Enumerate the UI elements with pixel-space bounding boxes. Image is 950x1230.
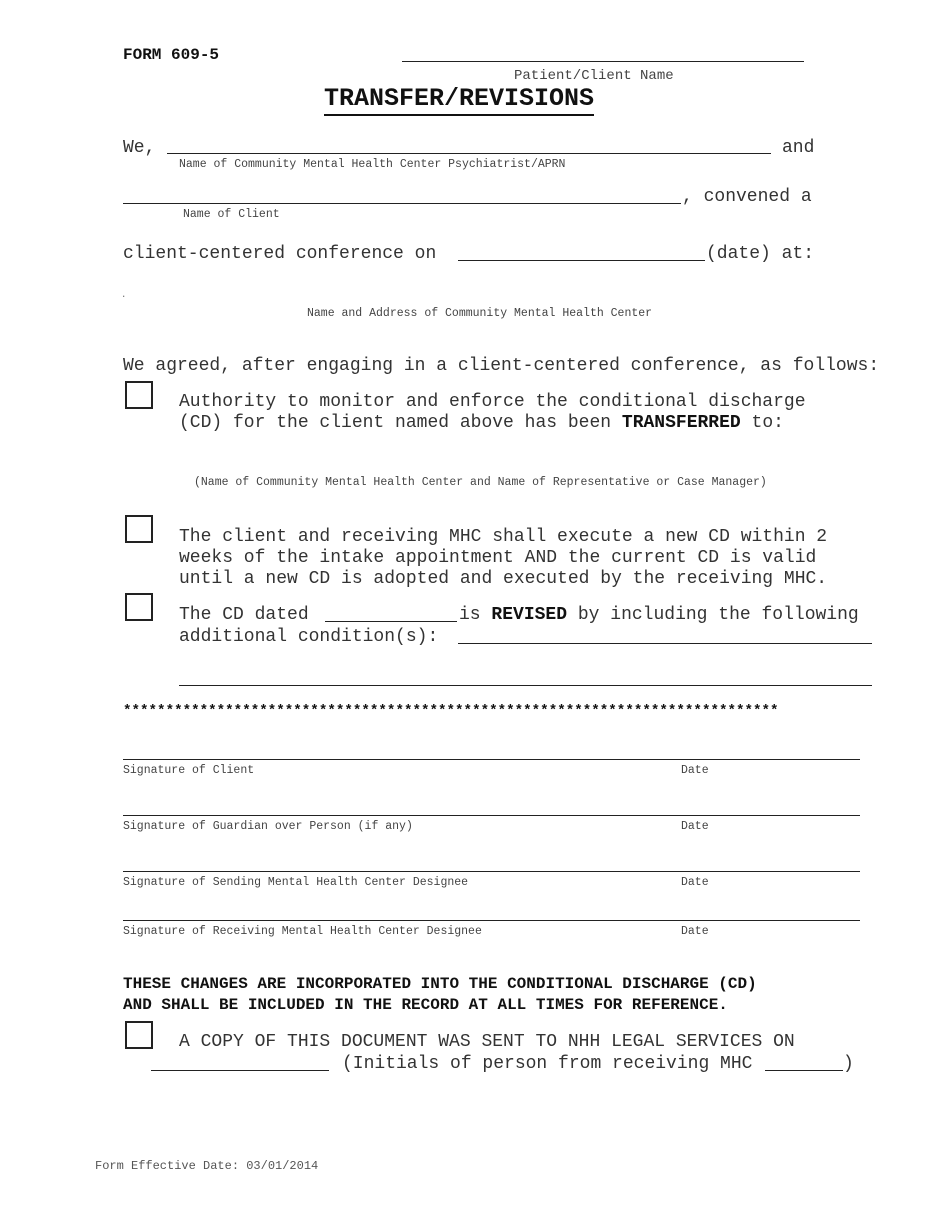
transfer-checkbox[interactable] <box>125 381 153 409</box>
initials-text: (Initials of person from receiving MHC <box>342 1054 753 1074</box>
psychiatrist-label: Name of Community Mental Health Center Psychiatrist/APRN <box>179 158 566 171</box>
guardian-signature-date-label: Date <box>681 820 709 833</box>
copy-sent-date-line[interactable] <box>151 1070 329 1071</box>
option3-line2: additional condition(s): <box>179 627 439 647</box>
notice-line2: AND SHALL BE INCLUDED IN THE RECORD AT ALL TIMES FOR REFERENCE. <box>123 996 728 1014</box>
initials-close-paren: ) <box>843 1054 854 1074</box>
receiving-signature-line[interactable] <box>123 920 860 921</box>
copy-line1: A COPY OF THIS DOCUMENT WAS SENT TO NHH LEGAL SERVICES ON <box>179 1032 795 1052</box>
option2-line1: The client and receiving MHC shall execute a new CD within 2 <box>179 527 828 547</box>
asterisk-divider: ***************************************************************************** <box>123 703 779 719</box>
client-name-line[interactable] <box>123 203 681 204</box>
option1-line2: (CD) for the client named above has been TRANSFERRED to: <box>179 413 784 433</box>
notice-line1: THESE CHANGES ARE INCORPORATED INTO THE CONDITIONAL DISCHARGE (CD) <box>123 975 757 993</box>
initials-line[interactable] <box>765 1070 843 1071</box>
client-name-label: Name of Client <box>183 208 280 221</box>
option1-line1: Authority to monitor and enforce the conditional discharge <box>179 392 806 412</box>
condition-line-2[interactable] <box>179 685 872 686</box>
sending-signature-label: Signature of Sending Mental Health Center Designee <box>123 876 469 889</box>
guardian-signature-line[interactable] <box>123 815 860 816</box>
revised-emphasis: REVISED <box>491 605 568 625</box>
agreement-heading: We agreed, after engaging in a client-centered conference, as follows: <box>123 356 880 376</box>
guardian-signature-label: Signature of Guardian over Person (if any) <box>123 820 413 833</box>
new-cd-checkbox[interactable] <box>125 515 153 543</box>
cd-date-line[interactable] <box>325 621 457 622</box>
condition-line-1[interactable] <box>458 643 872 644</box>
patient-name-label: Patient/Client Name <box>514 68 674 84</box>
conference-date-line[interactable] <box>458 260 705 261</box>
psychiatrist-line[interactable] <box>167 153 771 154</box>
receiving-signature-label: Signature of Receiving Mental Health Center Designee <box>123 925 482 938</box>
effective-date: Form Effective Date: 03/01/2014 <box>95 1159 319 1173</box>
and-text: and <box>782 138 815 158</box>
receiving-signature-date-label: Date <box>681 925 709 938</box>
sending-signature-line[interactable] <box>123 871 860 872</box>
client-signature-line[interactable] <box>123 759 860 760</box>
page-title: TRANSFER/REVISIONS <box>324 84 594 113</box>
stray-dot: . <box>121 290 127 300</box>
client-signature-date-label: Date <box>681 764 709 777</box>
option2-line3: until a new CD is adopted and executed by the receiving MHC. <box>179 569 828 589</box>
client-signature-label: Signature of Client <box>123 764 255 777</box>
option2-line2: weeks of the intake appointment AND the current CD is valid <box>179 548 817 568</box>
representative-label: (Name of Community Mental Health Center and Name of Representative or Case Manager) <box>194 476 767 489</box>
revised-checkbox[interactable] <box>125 593 153 621</box>
mhc-label: Name and Address of Community Mental Health Center <box>307 307 653 320</box>
transferred-emphasis: TRANSFERRED <box>621 413 741 433</box>
form-number: FORM 609-5 <box>123 46 220 64</box>
conference-text: client-centered conference on <box>123 244 437 264</box>
option3-revised-text: is REVISED by including the following <box>459 605 859 625</box>
patient-name-line[interactable] <box>402 61 804 62</box>
sending-signature-date-label: Date <box>681 876 709 889</box>
date-at-text: (date) at: <box>706 244 815 264</box>
convened-text: , convened a <box>682 187 812 207</box>
we-text: We, <box>123 138 156 158</box>
copy-sent-checkbox[interactable] <box>125 1021 153 1049</box>
option3-dated-text: The CD dated <box>179 605 309 625</box>
